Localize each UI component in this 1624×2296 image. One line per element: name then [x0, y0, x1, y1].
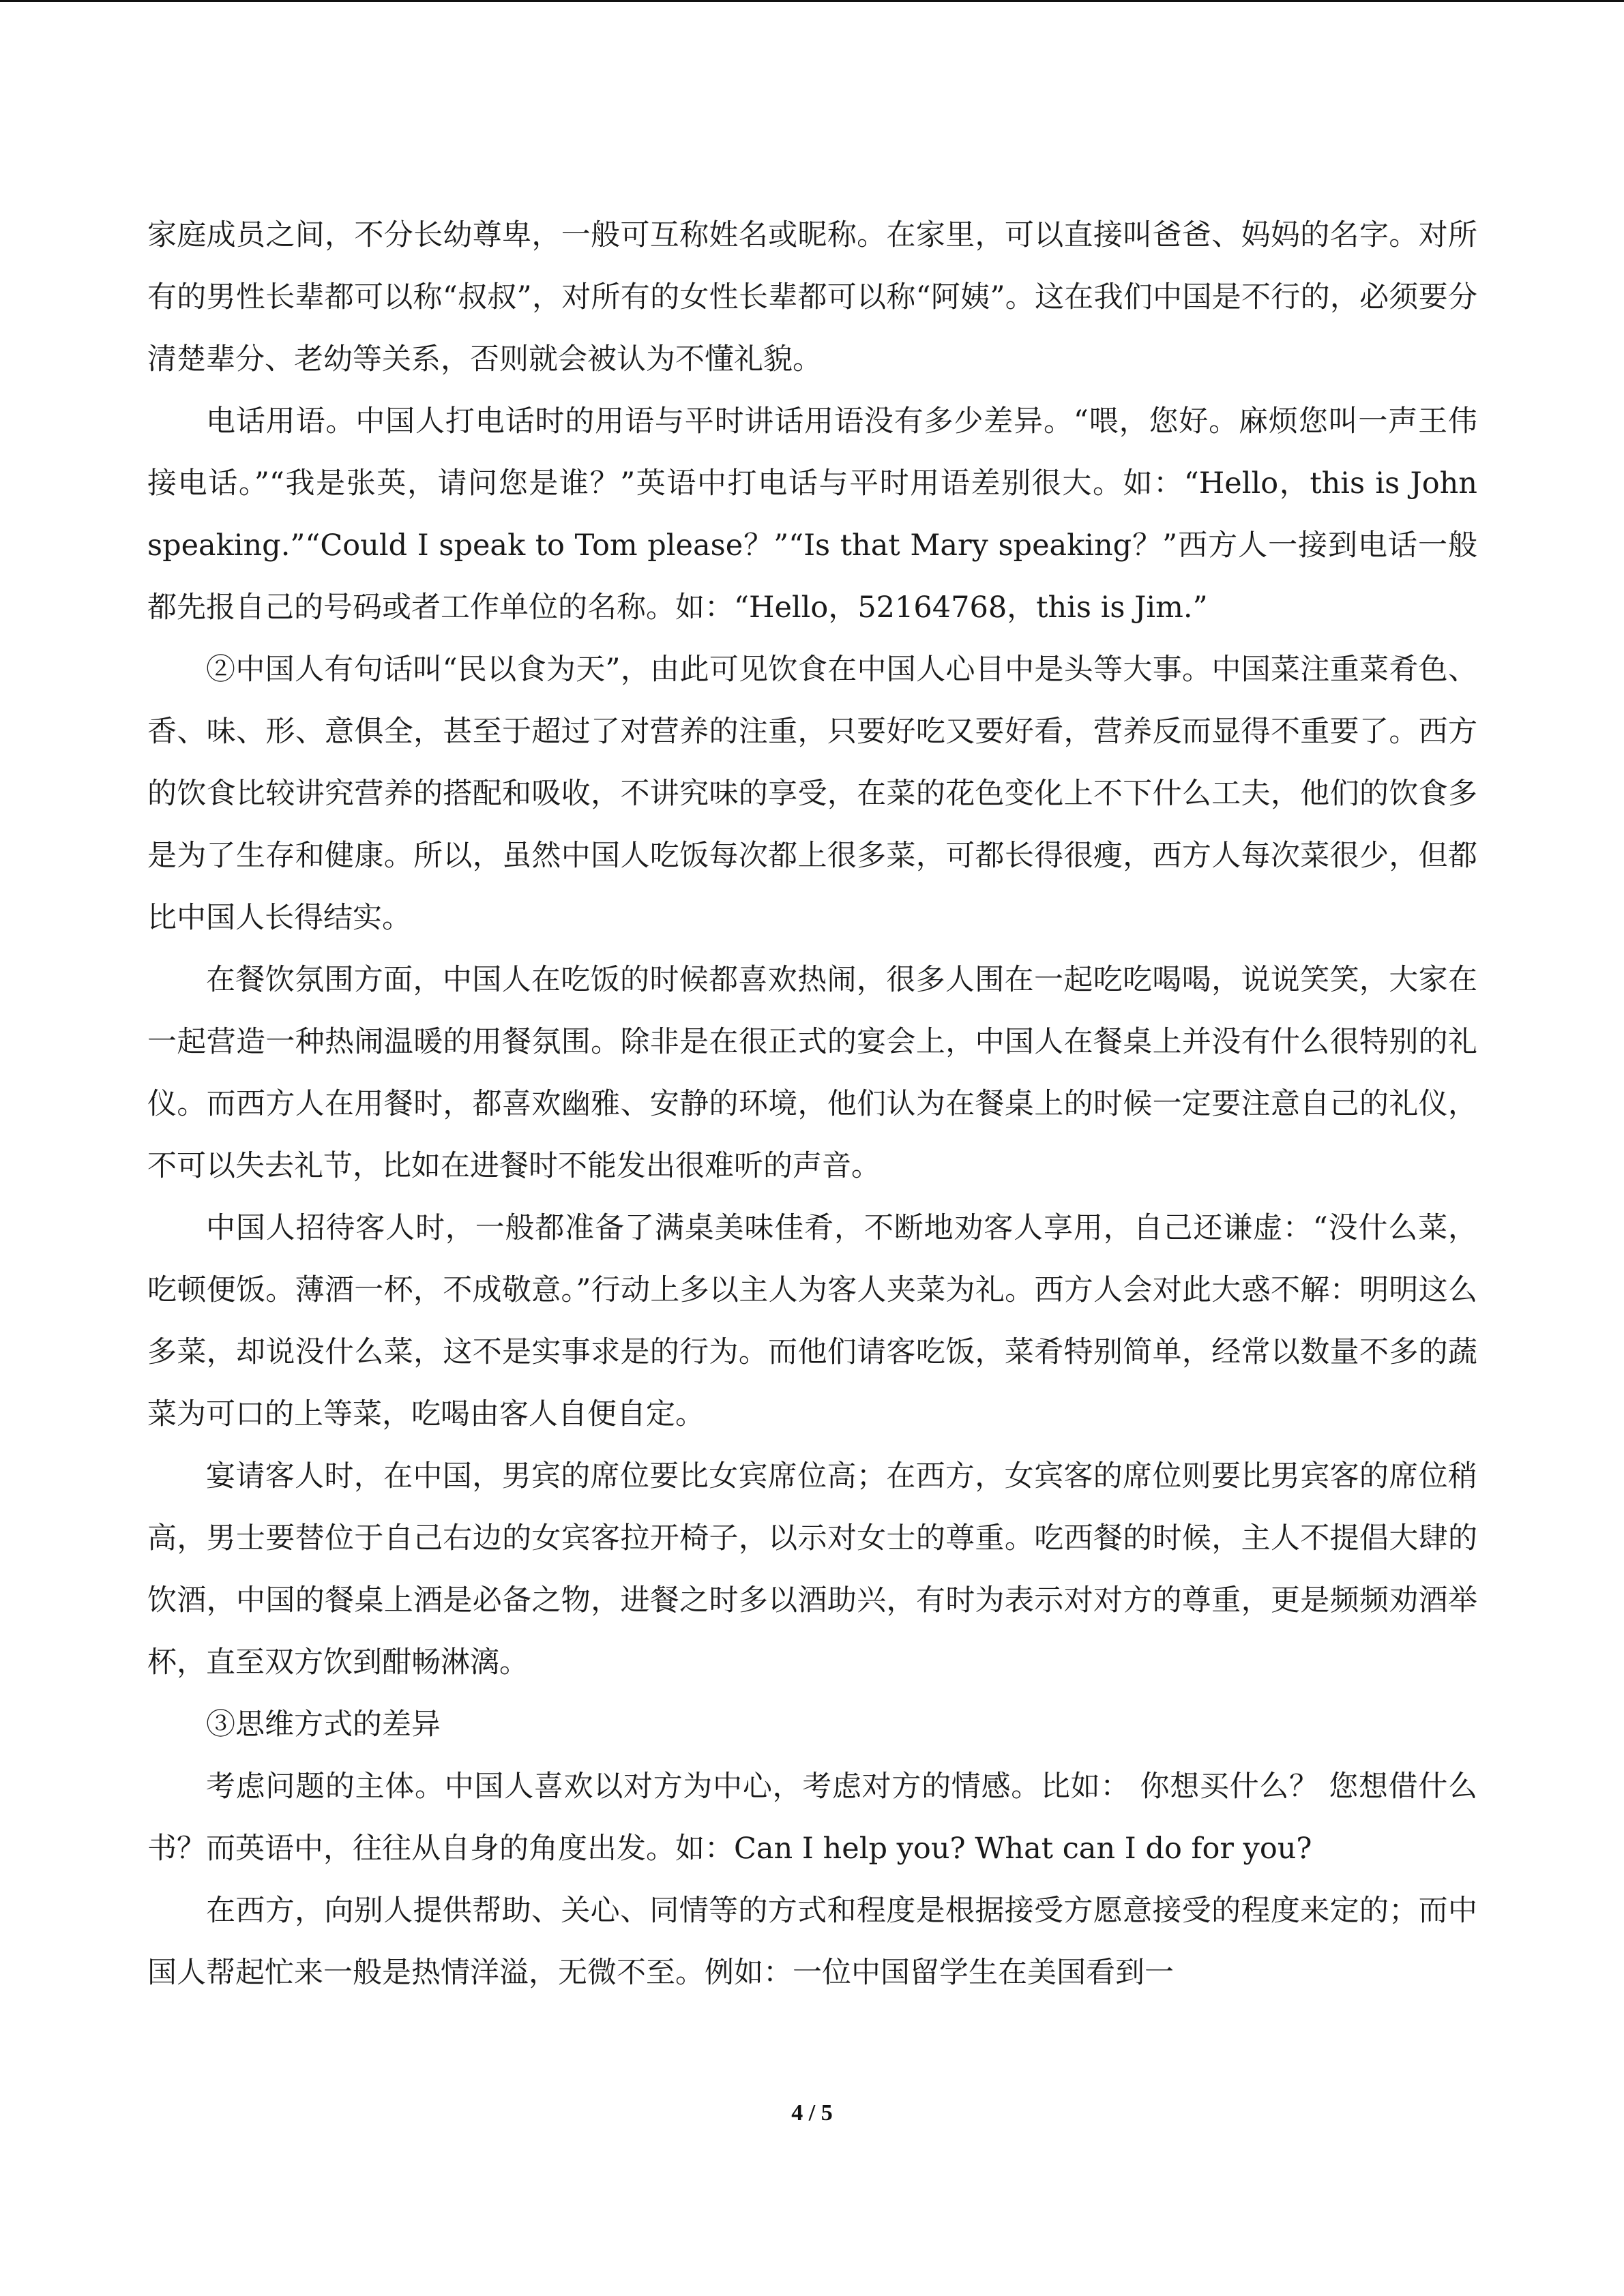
paragraph-banquet-seating: 宴请客人时，在中国，男宾的席位要比女宾席位高；在西方，女宾客的席位则要比男宾客的席位稍高，男士要替位于自己右边的女宾客拉开椅子，以示对女士的尊重。吃西餐的时候，主人不提倡大肆的饮酒，中国的餐桌上酒是必备之物，进餐之时多以酒助兴，有时为表示对对方的尊重，更是频频劝酒举杯，直至双方饮到酣畅淋漓。 — [147, 1459, 1477, 1680]
paragraph-hosting-guests: 中国人招待客人时，一般都准备了满桌美味佳肴，不断地劝客人享用，自己还谦虚：“没什么菜，吃顿便饭。薄酒一杯，不成敬意。”行动上多以主人为客人夹菜为礼。西方人会对此大惑不解：明明这么多菜，却说没什么菜，这不是实事求是的行为。而他们请客吃饭，菜肴特别简单，经常以数量不多的蔬菜为可口的上等菜，吃喝由客人自便自定。 — [147, 1211, 1477, 1431]
page-number: 4 / 5 — [791, 2100, 833, 2126]
paragraph-telephone-language: 电话用语。中国人打电话时的用语与平时讲话用语没有多少差异。“喂，您好。麻烦您叫一声王伟接电话。”“我是张英，请问您是谁？”英语中打电话与平时用语差别很大。如：“Hello，this is John speaking.”“Could I speak to Tom please？”“Is that Mary speaking？”西方人一接到电话一般都先报自己的号码或者工作单位的名称。如：“Hello，52164768，this is Jim.” — [147, 404, 1477, 625]
paragraph-family-address: 家庭成员之间，不分长幼尊卑，一般可互称姓名或昵称。在家里，可以直接叫爸爸、妈妈的名字。对所有的男性长辈都可以称“叔叔”，对所有的女性长辈都可以称“阿姨”。这在我们中国是不行的，必须要分清楚辈分、老幼等关系，否则就会被认为不懂礼貌。 — [147, 218, 1477, 376]
paragraph-food-culture: ②中国人有句话叫“民以食为天”，由此可见饮食在中国人心目中是头等大事。中国菜注重菜肴色、香、味、形、意俱全，甚至于超过了对营养的注重，只要好吃又要好看，营养反而显得不重要了。西方的饮食比较讲究营养的搭配和吸收，不讲究味的享受，在菜的花色变化上不下什么工夫，他们的饮食多是为了生存和健康。所以，虽然中国人吃饭每次都上很多菜，可都长得很瘦，西方人每次菜很少，但都比中国人长得结实。 — [147, 653, 1477, 935]
document-body — [147, 205, 1477, 2004]
paragraph-subject-of-consideration: 考虑问题的主体。中国人喜欢以对方为中心，考虑对方的情感。比如： 你想买什么？ 您想借什么书？而英语中，往往从自身的角度出发。如：Can I help you? What can I do for you? — [147, 1770, 1477, 1866]
top-border-line — [0, 0, 1624, 2]
paragraph-offering-help: 在西方，向别人提供帮助、关心、同情等的方式和程度是根据接受方愿意接受的程度来定的；而中国人帮起忙来一般是热情洋溢，无微不至。例如：一位中国留学生在美国看到一 — [147, 1894, 1477, 1990]
section-heading-thinking-differences: ③思维方式的差异 — [206, 1708, 441, 1742]
paragraph-dining-atmosphere: 在餐饮氛围方面，中国人在吃饭的时候都喜欢热闹，很多人围在一起吃吃喝喝，说说笑笑，大家在一起营造一种热闹温暖的用餐氛围。除非是在很正式的宴会上，中国人在餐桌上并没有什么很特别的礼仪。而西方人在用餐时，都喜欢幽雅、安静的环境，他们认为在餐桌上的时候一定要注意自己的礼仪，不可以失去礼节，比如在进餐时不能发出很难听的声音。 — [147, 963, 1477, 1183]
